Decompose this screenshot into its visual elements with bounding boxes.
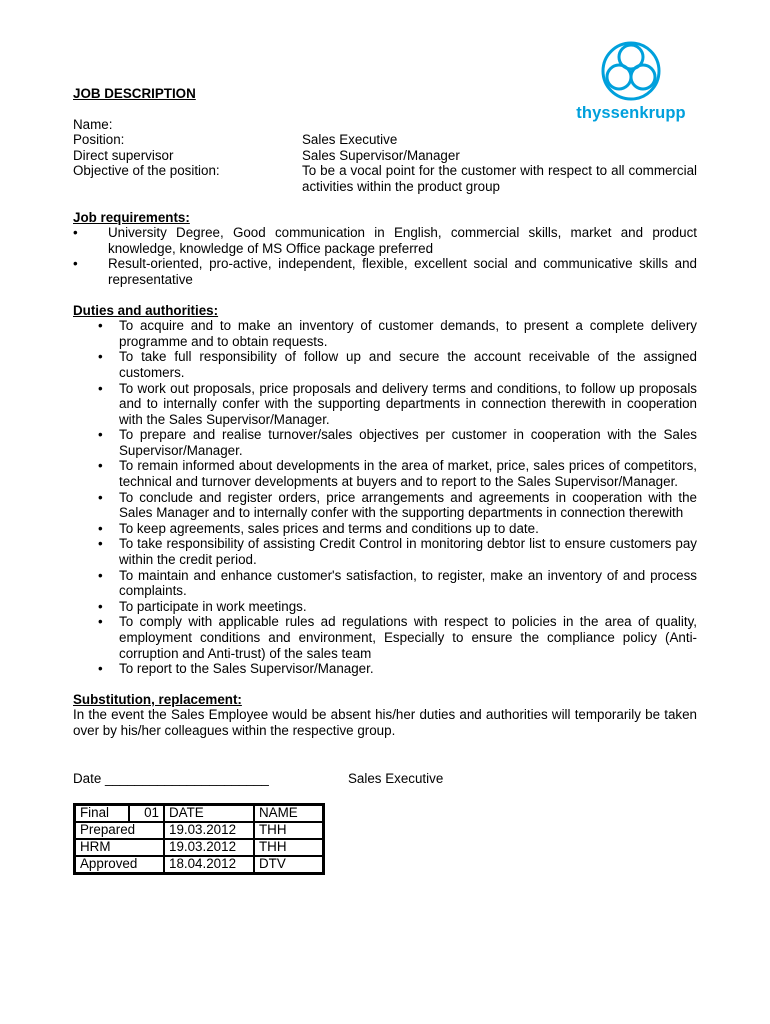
list-item: • To comply with applicable rules ad regulations with respect to policies in the area of quality, employment conditions and environment, Especially to ensure the compliance policy (Anti-corruption and Anti-trust) of the sales team bbox=[73, 614, 697, 661]
signature-row bbox=[73, 771, 697, 787]
table-cell: 18.04.2012 bbox=[164, 856, 254, 873]
table-cell: DATE bbox=[164, 805, 254, 822]
table-cell: HRM bbox=[75, 839, 164, 856]
substitution-heading: Substitution, replacement: bbox=[73, 691, 242, 707]
job-requirements-list bbox=[73, 225, 697, 287]
date-signature-line: Date ______________________ bbox=[73, 770, 269, 786]
duties-heading: Duties and authorities: bbox=[73, 302, 219, 318]
table-row bbox=[75, 822, 323, 839]
list-item: • University Degree, Good communication in English, commercial skills, market and product knowledge, knowledge of MS Office package preferred bbox=[73, 225, 697, 256]
list-item: • To remain informed about developments in the area of market, price, sales prices of competitors, technical and turnover developments at buyers and to report to the Sales Supervisor/Manager. bbox=[73, 458, 697, 489]
table-cell: Final bbox=[75, 805, 129, 822]
list-item: • To prepare and realise turnover/sales objectives per customer in cooperation with the Sales Supervisor/Manager. bbox=[73, 427, 697, 458]
substitution-text: In the event the Sales Employee would be absent his/her duties and authorities will temporarily be taken over by his/her colleagues within the respective group. bbox=[73, 707, 697, 738]
table-cell: THH bbox=[254, 822, 323, 839]
position-info bbox=[73, 117, 697, 195]
list-item: • To acquire and to make an inventory of customer demands, to present a complete delivery programme and to obtain requests. bbox=[73, 318, 697, 349]
table-cell: 19.03.2012 bbox=[164, 822, 254, 839]
table-cell: NAME bbox=[254, 805, 323, 822]
list-item: • To take responsibility of assisting Credit Control in monitoring debtor list to ensure customers pay within the credit period. bbox=[73, 536, 697, 567]
list-item: • To maintain and enhance customer's satisfaction, to register, make an inventory of and process complaints. bbox=[73, 568, 697, 599]
info-row-direct-supervisor bbox=[73, 148, 697, 164]
info-row-objective bbox=[73, 163, 697, 194]
info-row-position bbox=[73, 132, 697, 148]
list-item: • To conclude and register orders, price arrangements and agreements in cooperation with the Sales Manager and to internally confer with the supporting departments in connection therewith bbox=[73, 490, 697, 521]
info-value: Sales Supervisor/Manager bbox=[302, 147, 460, 163]
info-label: Position: bbox=[73, 132, 125, 148]
duties-list bbox=[73, 318, 697, 677]
table-cell: 01 bbox=[129, 805, 164, 822]
table-cell: Approved bbox=[75, 856, 164, 873]
table-cell: Prepared bbox=[75, 822, 164, 839]
info-label: Name: bbox=[73, 116, 113, 132]
table-row bbox=[75, 839, 323, 856]
logo-brand-text: thyssenkrupp bbox=[576, 104, 686, 122]
table-header-row bbox=[75, 805, 323, 822]
info-label: Objective of the position: bbox=[73, 163, 220, 179]
list-item: • Result-oriented, pro-active, independent, flexible, excellent social and communicative skills and representative bbox=[73, 256, 697, 287]
list-item: • To take full responsibility of follow up and secure the account receivable of the assigned customers. bbox=[73, 349, 697, 380]
info-value: To be a vocal point for the customer with respect to all commercial activities within the product group bbox=[302, 163, 697, 194]
info-value bbox=[302, 117, 697, 133]
list-item: • To participate in work meetings. bbox=[73, 599, 697, 615]
document-body bbox=[73, 86, 697, 875]
job-requirements-heading: Job requirements: bbox=[73, 209, 190, 225]
table-cell: 19.03.2012 bbox=[164, 839, 254, 856]
info-row-name bbox=[73, 117, 697, 133]
list-item: • To keep agreements, sales prices and terms and conditions up to date. bbox=[73, 521, 697, 537]
approval-table bbox=[73, 803, 325, 875]
table-row bbox=[75, 856, 323, 873]
table-cell: DTV bbox=[254, 856, 323, 873]
document-title: JOB DESCRIPTION bbox=[73, 86, 196, 101]
table-cell: THH bbox=[254, 839, 323, 856]
list-item: • To report to the Sales Supervisor/Manager. bbox=[73, 661, 697, 677]
signature-role: Sales Executive bbox=[348, 770, 444, 786]
info-label: Direct supervisor bbox=[73, 147, 174, 163]
info-value: Sales Executive bbox=[302, 132, 398, 148]
list-item: • To work out proposals, price proposals and delivery terms and conditions, to follow up proposals and to internally confer with the supporting departments in connection therewith in cooperation with the Sales Supervisor/Manager. bbox=[73, 381, 697, 428]
